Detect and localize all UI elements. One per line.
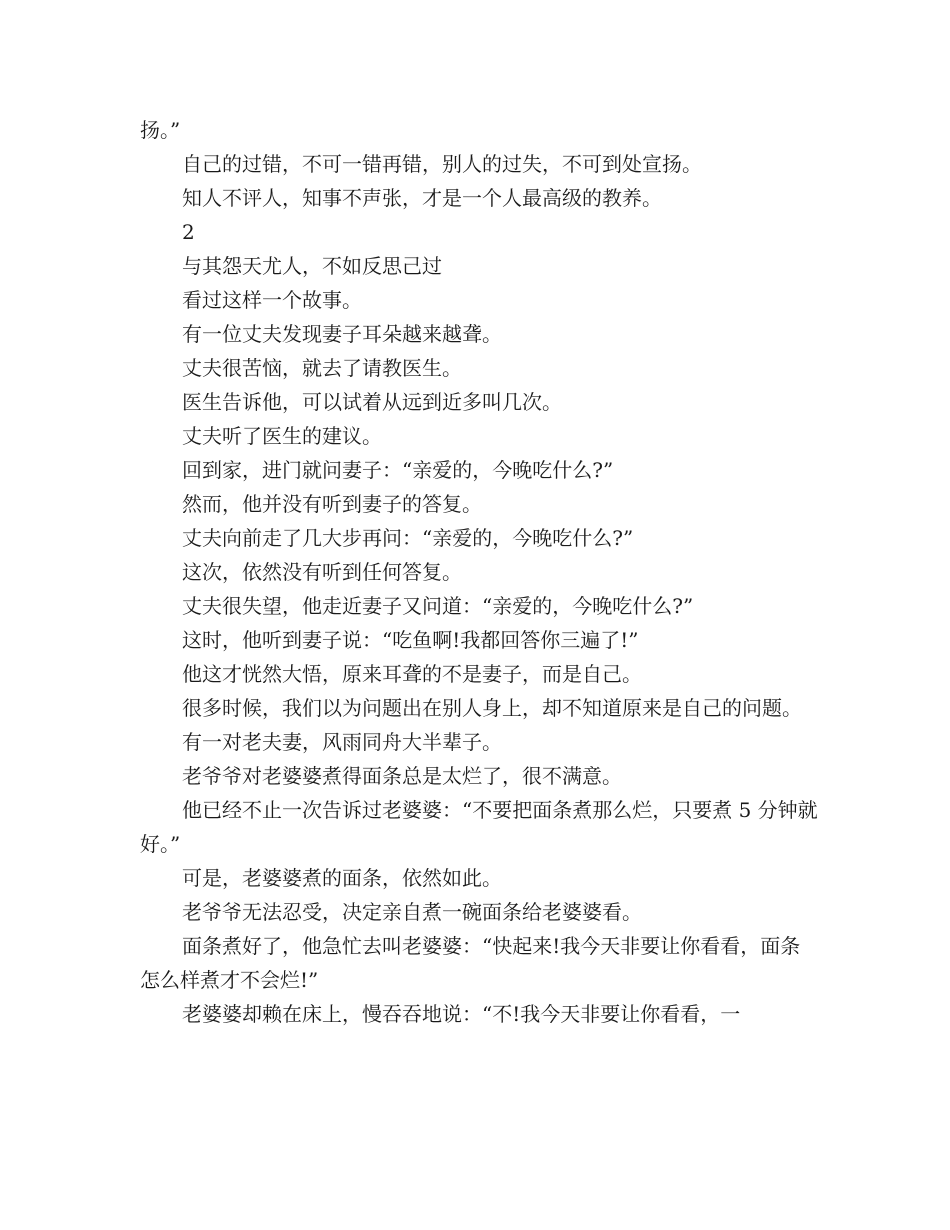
section-number: 2	[182, 220, 195, 244]
paragraph: 他这才恍然大悟，原来耳聋的不是妻子，而是自己。	[182, 662, 642, 686]
paragraph: 医生告诉他，可以试着从远到近多叫几次。	[182, 390, 562, 414]
paragraph: 丈夫向前走了几大步再问：“亲爱的，今晚吃什么?”	[182, 526, 634, 550]
paragraph: 老婆婆却赖在床上，慢吞吞地说：“不!我今天非要让你看看，一	[182, 1002, 741, 1026]
paragraph: 老爷爷无法忍受，决定亲自煮一碗面条给老婆婆看。	[182, 900, 642, 924]
paragraph: 自己的过错，不可一错再错，别人的过失，不可到处宣扬。	[182, 152, 702, 176]
paragraph: 知人不评人，知事不声张，才是一个人最高级的教养。	[182, 186, 662, 210]
section-heading: 与其怨天尤人，不如反思己过	[182, 254, 442, 278]
paragraph: 丈夫听了医生的建议。	[182, 424, 382, 448]
paragraph: 这次，依然没有听到任何答复。	[182, 560, 462, 584]
paragraph: 有一位丈夫发现妻子耳朵越来越聋。	[182, 322, 502, 346]
paragraph: 有一对老夫妻，风雨同舟大半辈子。	[182, 730, 502, 754]
paragraph: 这时，他听到妻子说：“吃鱼啊!我都回答你三遍了!”	[182, 628, 639, 652]
paragraph: 老爷爷对老婆婆煮得面条总是太烂了，很不满意。	[182, 764, 622, 788]
paragraph-continuation: 扬。”	[140, 118, 181, 142]
paragraph: 很多时候，我们以为问题出在别人身上，却不知道原来是自己的问题。	[182, 696, 802, 720]
paragraph: 丈夫很苦恼，就去了请教医生。	[182, 356, 462, 380]
paragraph: 看过这样一个故事。	[182, 288, 362, 312]
paragraph: 他已经不止一次告诉过老婆婆：“不要把面条煮那么烂，只要煮 5 分钟就好。”	[140, 798, 818, 856]
paragraph: 回到家，进门就问妻子：“亲爱的，今晚吃什么?”	[182, 458, 614, 482]
paragraph: 面条煮好了，他急忙去叫老婆婆：“快起来!我今天非要让你看看，面条怎么样煮才不会烂!”	[140, 934, 801, 992]
document-body	[140, 113, 820, 1031]
paragraph: 丈夫很失望，他走近妻子又问道：“亲爱的，今晚吃什么?”	[182, 594, 694, 618]
paragraph: 然而，他并没有听到妻子的答复。	[182, 492, 482, 516]
paragraph: 可是，老婆婆煮的面条，依然如此。	[182, 866, 502, 890]
